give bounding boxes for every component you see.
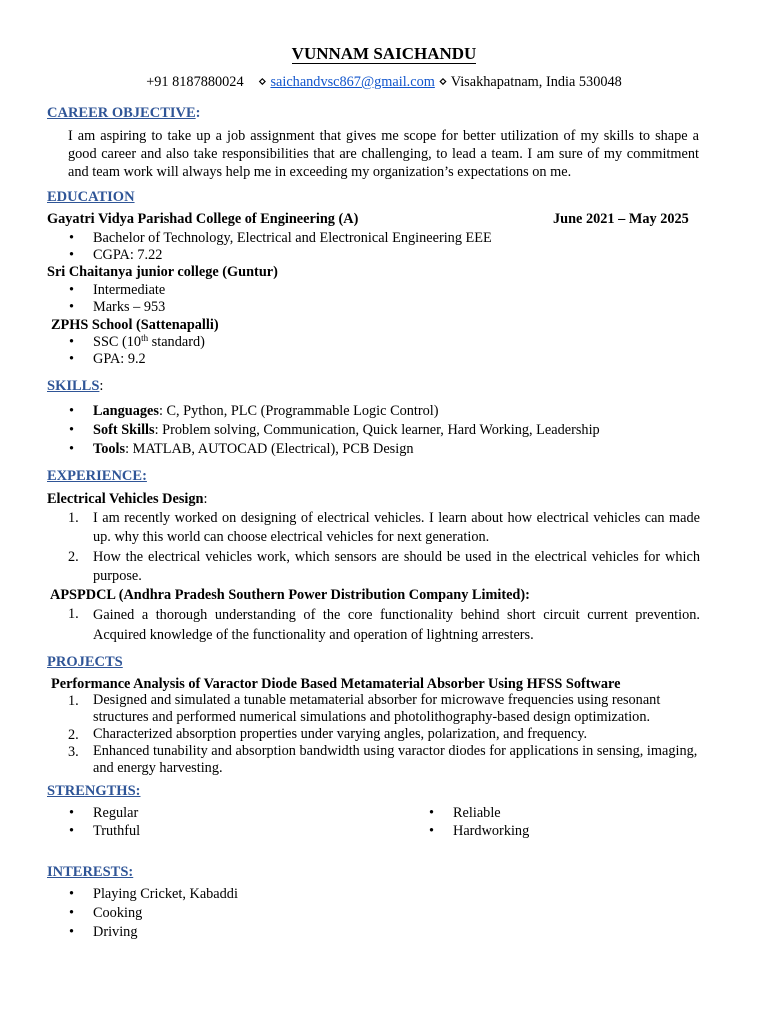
bullet-icon: • (69, 422, 75, 438)
bullet-icon: • (69, 247, 75, 263)
section-heading-skills: SKILLS: (47, 378, 104, 394)
bullet-icon: • (69, 823, 75, 839)
list-number: 1. (68, 693, 79, 709)
job-title-apspdcl: APSPDCL (Andhra Pradesh Southern Power Distribution Company Limited): (50, 587, 530, 603)
separator-diamond-icon: ⋄ (438, 74, 448, 90)
bullet-icon: • (429, 805, 435, 821)
list-item: CGPA: 7.22 (93, 247, 163, 263)
college-name: Gayatri Vidya Parishad College of Engineering (A) (47, 211, 359, 227)
section-heading-strengths: STRENGTHS: (47, 783, 141, 799)
interest-item: Playing Cricket, Kabaddi (93, 886, 238, 902)
list-item: Intermediate (93, 282, 166, 298)
bullet-icon: • (69, 334, 75, 350)
skill-languages: Languages: C, Python, PLC (Programmable Logic Control) (93, 403, 439, 419)
section-heading-education: EDUCATION (47, 189, 135, 205)
bullet-icon: • (69, 441, 75, 457)
bullet-icon: • (69, 805, 75, 821)
school-name: ZPHS School (Sattenapalli) (51, 317, 219, 333)
bullet-icon: • (69, 886, 75, 902)
job-title-ev-design: Electrical Vehicles Design: (47, 491, 208, 507)
skill-tools: Tools: MATLAB, AUTOCAD (Electrical), PCB Design (93, 441, 414, 457)
candidate-name: VUNNAM SAICHANDU (291, 44, 477, 63)
list-number: 2. (68, 727, 79, 743)
list-item: Characterized absorption properties under varying angles, polarization, and frequency. (93, 726, 588, 742)
bullet-icon: • (69, 230, 75, 246)
strength-item: Regular (93, 805, 139, 821)
location: Visakhapatnam, India 530048 (450, 74, 622, 90)
section-heading-interests: INTERESTS: (47, 864, 134, 880)
bullet-icon: • (429, 823, 435, 839)
list-item: How the electrical vehicles work, which sensors are should be used in the electrical vehicles for which purpose. (93, 549, 700, 584)
contact-line (0, 73, 768, 91)
list-item: Enhanced tunability and absorption bandwidth using varactor diodes for applications in sensing, imaging, and energy harvesting. (93, 743, 698, 776)
list-item: Bachelor of Technology, Electrical and Electronical Engineering EEE (93, 230, 492, 246)
list-item: GPA: 9.2 (93, 351, 146, 367)
strength-item: Reliable (453, 805, 501, 821)
email-link[interactable]: saichandvsc867@gmail.com (270, 74, 435, 90)
interest-item: Cooking (93, 905, 143, 921)
section-heading-projects: PROJECTS (47, 654, 123, 670)
bullet-icon: • (69, 905, 75, 921)
list-item: I am recently worked on designing of electrical vehicles. I learn about how electrical vehicles can made up. why this world can choose electrical vehicles for next generation. (93, 510, 700, 545)
skill-soft-skills: Soft Skills: Problem solving, Communication, Quick learner, Hard Working, Leadership (93, 422, 600, 438)
college-dates: June 2021 – May 2025 (553, 211, 689, 227)
separator-diamond-icon: ⋄ (257, 74, 267, 90)
list-number: 3. (68, 744, 79, 760)
list-number: 1. (68, 510, 79, 526)
list-number: 2. (68, 549, 79, 565)
strength-item: Hardworking (453, 823, 530, 839)
project-title: Performance Analysis of Varactor Diode Based Metamaterial Absorber Using HFSS Software (51, 676, 621, 692)
phone: +91 8187880024 (146, 74, 244, 90)
list-item: Marks – 953 (93, 299, 166, 315)
list-item-ssc: SSC (10th standard) (93, 333, 205, 350)
bullet-icon: • (69, 351, 75, 367)
objective-text: I am aspiring to take up a job assignment that gives me scope for better utilization of my skills to shape a good career and also take responsibilities that are challenging, to lead a team. I am sure of my commitment and team work will always help me in exceeding my organization’s expectations on me. (68, 128, 699, 180)
list-item: Designed and simulated a tunable metamaterial absorber for microwave frequencies using resonant structures and performed numerical simulations and photolithography-based design optimization. (93, 692, 661, 725)
list-item: Gained a thorough understanding of the core functionality behind short circuit current prevention. Acquired knowledge of the functionality and operation of lightning arresters. (93, 607, 700, 643)
bullet-icon: • (69, 282, 75, 298)
junior-college-name: Sri Chaitanya junior college (Guntur) (47, 264, 278, 280)
section-heading-experience: EXPERIENCE: (47, 468, 147, 484)
bullet-icon: • (69, 924, 75, 940)
bullet-icon: • (69, 299, 75, 315)
bullet-icon: • (69, 403, 75, 419)
strength-item: Truthful (93, 823, 141, 839)
interest-item: Driving (93, 924, 138, 940)
section-heading-objective: CAREER OBJECTIVE: (47, 105, 201, 121)
list-number: 1. (68, 606, 79, 622)
